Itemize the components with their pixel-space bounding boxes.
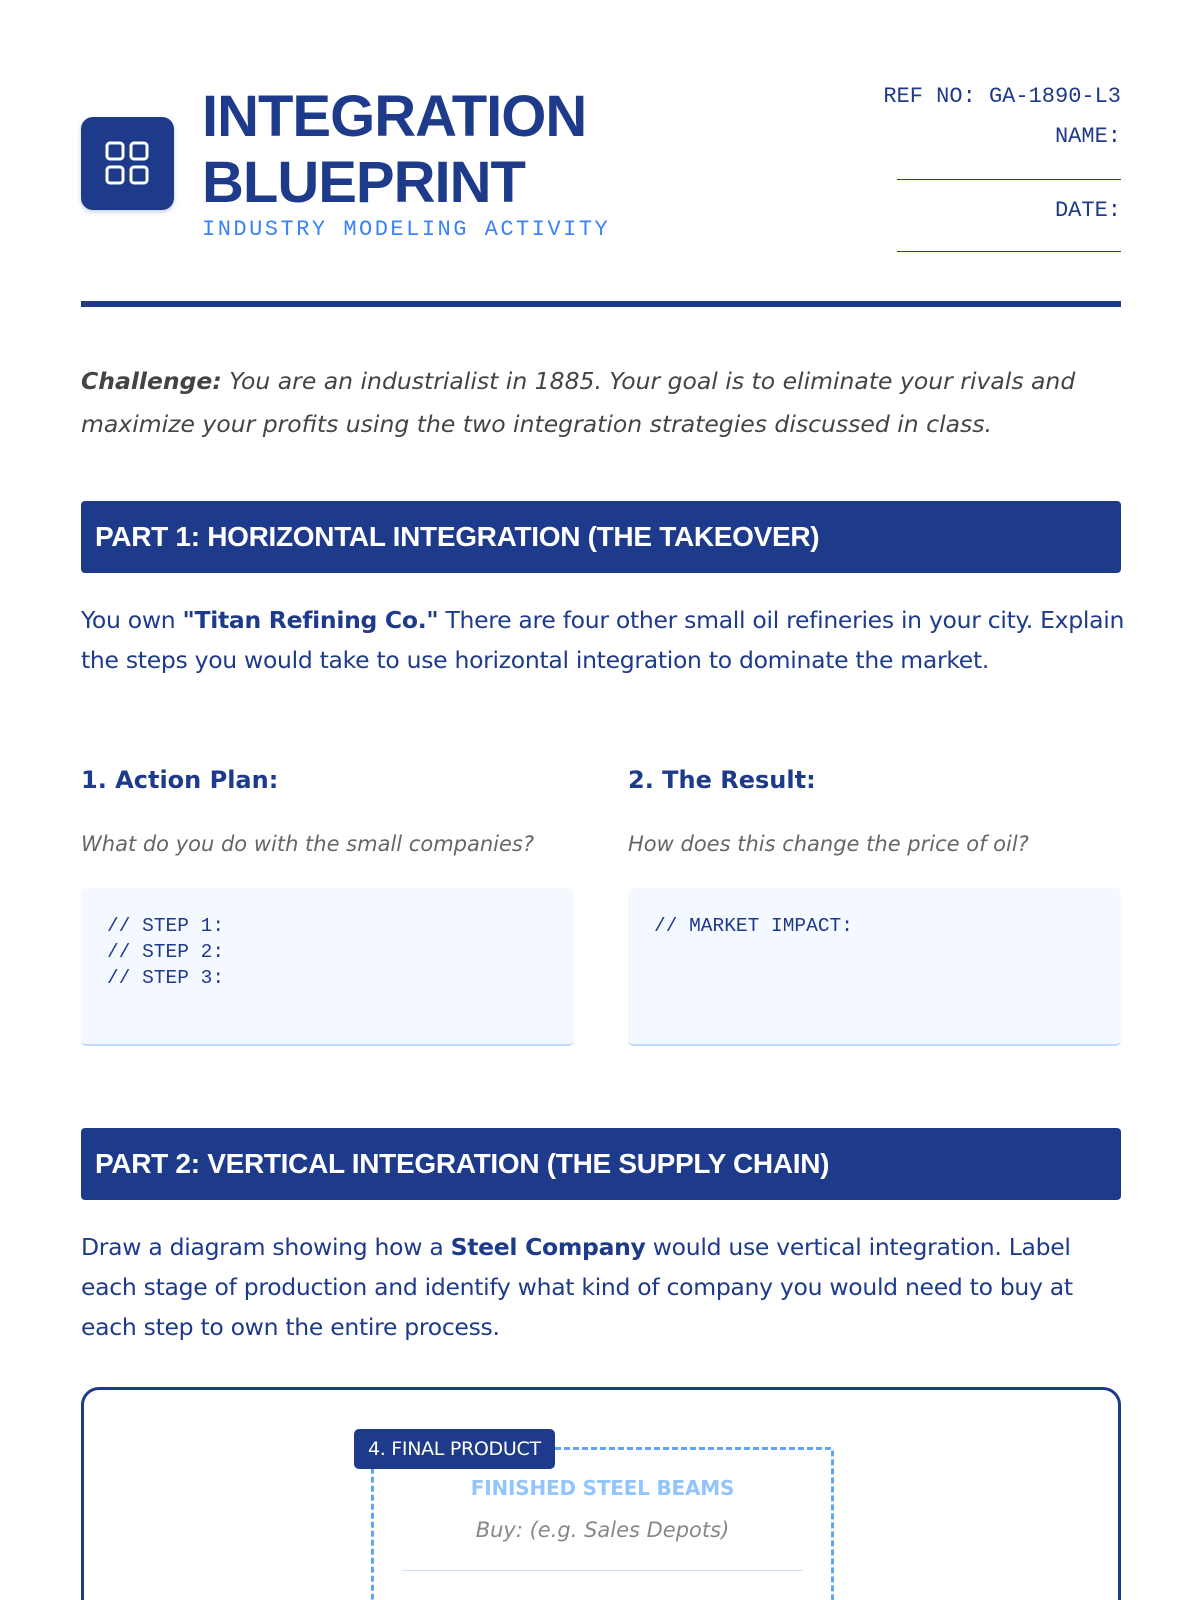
challenge-label: Challenge: xyxy=(81,367,222,395)
challenge-text xyxy=(81,360,1131,446)
stage-buy-hint: Buy: (e.g. Sales Depots) xyxy=(475,1518,730,1542)
page-subtitle: INDUSTRY MODELING ACTIVITY xyxy=(202,217,611,242)
steel-company-label: Steel Company xyxy=(450,1233,646,1261)
stage-answer-line[interactable] xyxy=(402,1570,803,1571)
part1-intro xyxy=(81,600,1131,680)
challenge-body: You are an industrialist in 1885. Your goal is to eliminate your rivals and maximize your profits using the two integration strategies discussed in class. xyxy=(81,367,1076,438)
action-plan-question: What do you do with the small companies? xyxy=(81,832,534,856)
name-label: NAME: xyxy=(1054,124,1121,149)
date-label: DATE: xyxy=(1054,198,1121,223)
logo xyxy=(81,117,174,210)
stage-tag: 4. FINAL PRODUCT xyxy=(354,1429,555,1469)
title-line-2: BLUEPRINT xyxy=(202,150,525,215)
part1-intro-end: There are four other small oil refineries in your city. Explain the steps you would take to use horizontal integration to dominate the market. xyxy=(81,606,1125,674)
result-question: How does this change the price of oil? xyxy=(628,832,1029,856)
stage-title: FINISHED STEEL BEAMS xyxy=(470,1476,735,1500)
stage-card[interactable] xyxy=(371,1447,834,1600)
result-answer-box[interactable]: // MARKET IMPACT: xyxy=(628,888,1121,1046)
ref-number: REF NO: GA-1890-L3 xyxy=(883,84,1121,109)
action-plan-heading: 1. Action Plan: xyxy=(81,766,279,794)
page-title xyxy=(202,84,586,216)
worksheet-header xyxy=(81,80,1121,308)
title-line-1: INTEGRATION xyxy=(202,84,587,149)
part2-heading: PART 2: VERTICAL INTEGRATION (THE SUPPLY CHAIN) xyxy=(81,1128,1121,1200)
header-divider xyxy=(81,301,1121,307)
action-plan-answer-box[interactable]: // STEP 1: // STEP 2: // STEP 3: xyxy=(81,888,574,1046)
company-name: "Titan Refining Co." xyxy=(182,606,439,634)
name-field[interactable] xyxy=(897,179,1121,180)
supply-chain-diagram xyxy=(81,1387,1121,1600)
part1-intro-start: You own xyxy=(81,606,183,634)
part2-intro-start: Draw a diagram showing how a xyxy=(81,1233,451,1261)
part2-intro-end: would use vertical integration. Label each stage of production and identify what kind of company you would need to buy at each step to own the entire process. xyxy=(81,1233,1073,1341)
grid-icon xyxy=(105,141,150,186)
part1-heading: PART 1: HORIZONTAL INTEGRATION (THE TAKEOVER) xyxy=(81,501,1121,573)
part2-intro xyxy=(81,1227,1131,1347)
date-field[interactable] xyxy=(897,251,1121,252)
result-heading: 2. The Result: xyxy=(628,766,816,794)
